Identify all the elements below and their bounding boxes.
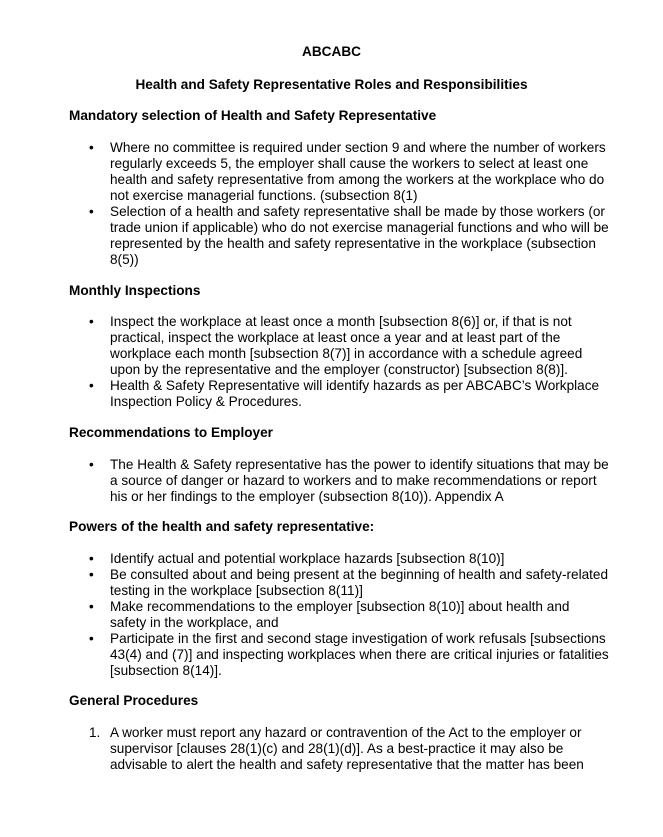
list-item-text: Identify actual and potential workplace hazards [subsection 8(10)] <box>110 551 505 566</box>
mandatory-selection-list <box>89 140 609 268</box>
list-item-text: A worker must report any hazard or contravention of the Act to the employer or supervisor [clauses 28(1)(c) and 28(1)(d)]. As a best-practice it may also be advisable to alert the health and safety representative that the matter has been <box>110 725 584 772</box>
section-heading-general-procedures: General Procedures <box>69 693 199 708</box>
document-title: Health and Safety Representative Roles and Responsibilities <box>135 77 528 92</box>
list-item-text: Inspect the workplace at least once a month [subsection 8(6)] or, if that is not practical, inspect the workplace at least once a year and at least part of the workplace each month [subsection 8(7)] in accordance with a schedule agreed upon by the representative and the employer (constructor) [subsection 8(8)]. <box>110 314 583 377</box>
recommendations-list <box>89 457 609 505</box>
list-item-text: Participate in the first and second stage investigation of work refusals [subsections 43(4) and (7)] and inspecting workplaces when there are critical injuries or fatalities [subsection 8(14)]. <box>110 631 609 678</box>
bullet-icon: • <box>89 457 94 472</box>
list-item <box>89 314 609 378</box>
list-item <box>89 204 609 268</box>
section-heading-mandatory-selection: Mandatory selection of Health and Safety Representative <box>69 108 437 123</box>
section-heading-powers: Powers of the health and safety representative: <box>69 519 375 534</box>
bullet-icon: • <box>89 204 94 219</box>
list-item-text: Make recommendations to the employer [subsection 8(10)] about health and safety in the workplace, and <box>110 599 570 630</box>
list-item-text: Selection of a health and safety representative shall be made by those workers (or trade union if applicable) who do not exercise managerial functions and who will be represented by the health and safety representative in the workplace (subsection 8(5)) <box>110 204 609 267</box>
list-item-text: Be consulted about and being present at the beginning of health and safety-related testing in the workplace [subsection 8(11)] <box>110 567 609 598</box>
bullet-icon: • <box>89 378 94 393</box>
list-item-text: The Health & Safety representative has the power to identify situations that may be a source of danger or hazard to workers and to make recommendations or report his or her findings to the employer (subsection 8(10)). Appendix A <box>110 457 609 504</box>
list-item-text: Health & Safety Representative will identify hazards as per ABCABC’s Workplace Inspection Policy & Procedures. <box>110 378 600 409</box>
section-heading-monthly-inspections: Monthly Inspections <box>69 283 201 298</box>
powers-list <box>89 551 609 679</box>
monthly-inspections-list <box>89 314 609 410</box>
list-item-text: Where no committee is required under section 9 and where the number of workers regularly exceeds 5, the employer shall cause the workers to select at least one health and safety representative from among the workers at the workplace who do not exercise managerial functions. (subsection 8(1) <box>110 140 606 203</box>
list-item <box>89 378 609 410</box>
list-item <box>89 631 609 679</box>
company-name: ABCABC <box>302 44 361 59</box>
bullet-icon: • <box>89 314 94 329</box>
list-item <box>89 551 609 567</box>
list-item <box>89 725 609 773</box>
section-heading-recommendations: Recommendations to Employer <box>69 425 273 440</box>
general-procedures-list <box>89 725 609 773</box>
list-item <box>89 140 609 204</box>
list-number: 1. <box>89 725 101 740</box>
list-item <box>89 457 609 505</box>
bullet-icon: • <box>89 599 94 614</box>
bullet-icon: • <box>89 567 94 582</box>
list-item <box>89 567 609 599</box>
bullet-icon: • <box>89 551 94 566</box>
bullet-icon: • <box>89 631 94 646</box>
list-item <box>89 599 609 631</box>
bullet-icon: • <box>89 140 94 155</box>
